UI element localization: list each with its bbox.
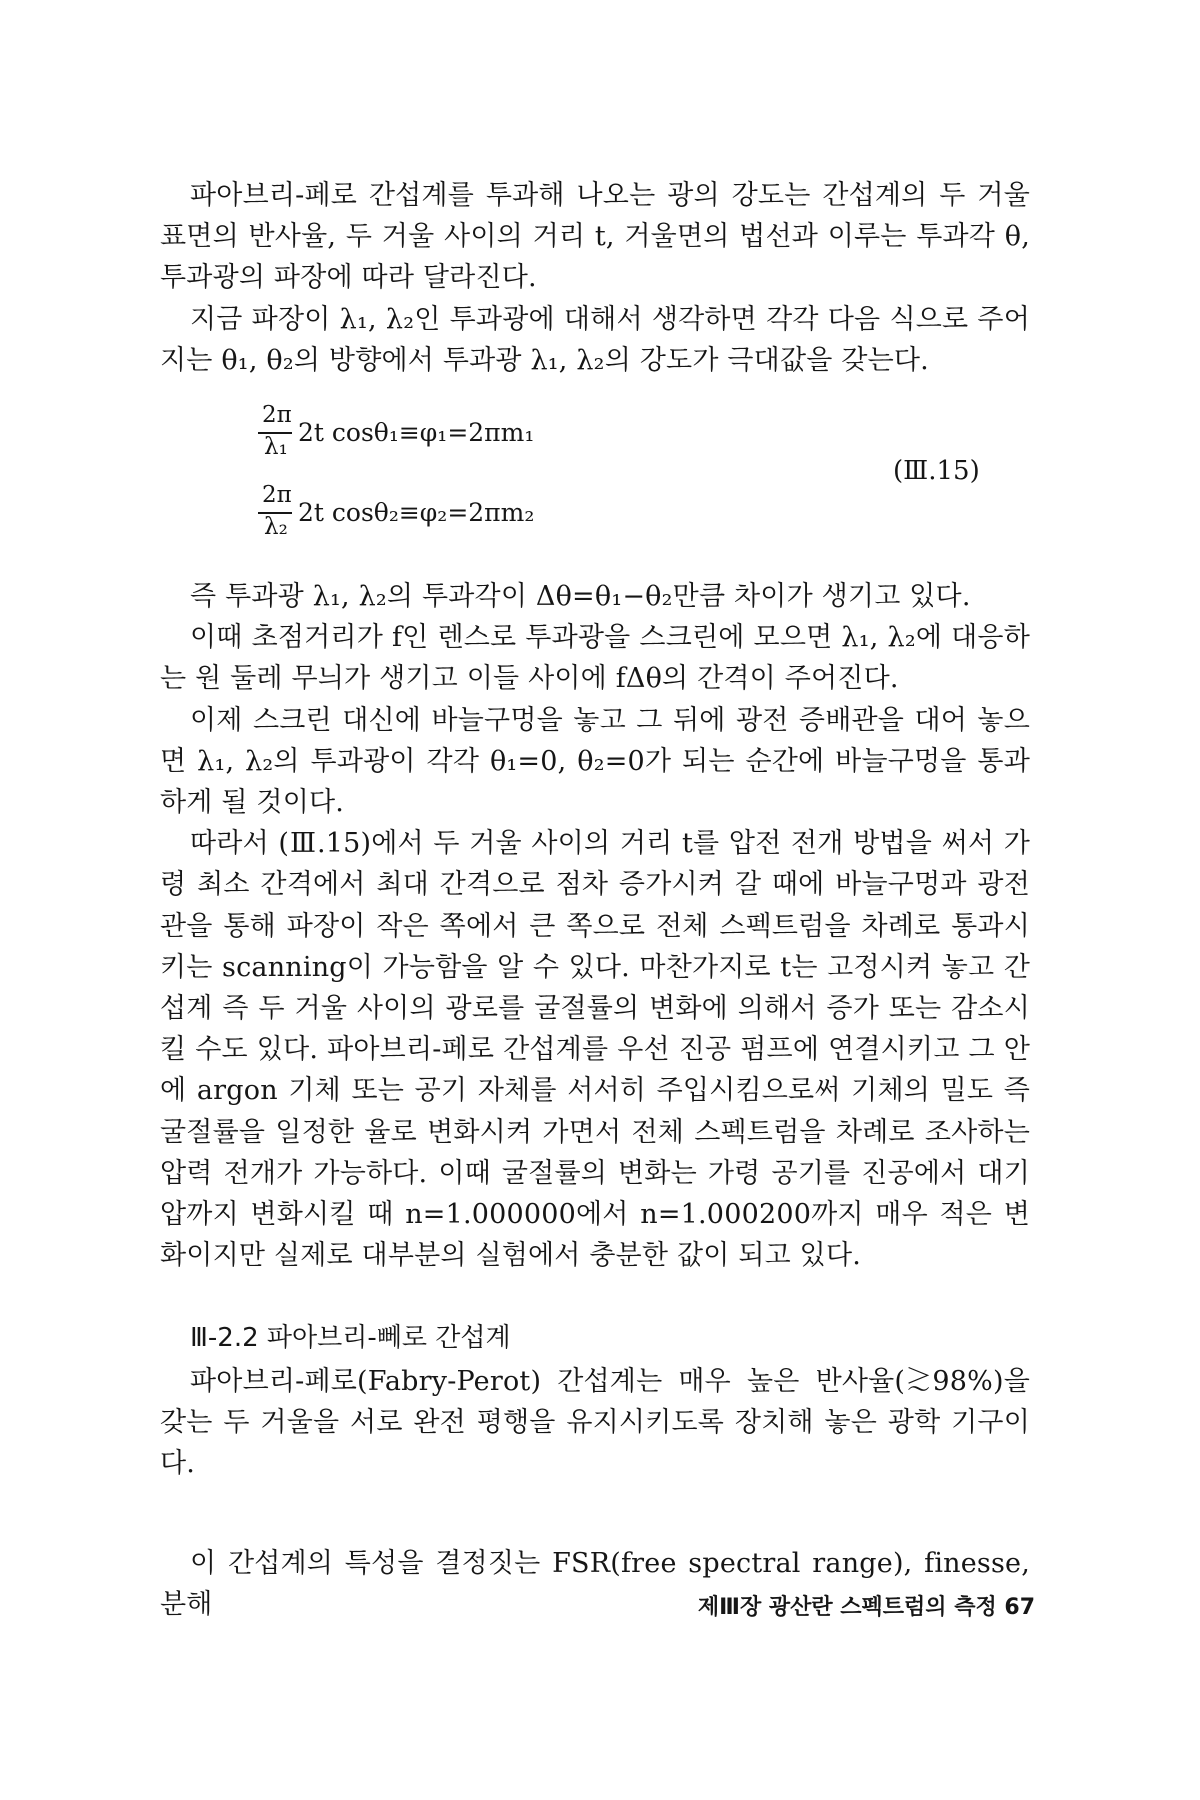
fraction-denominator: λ₂ <box>264 514 288 540</box>
paragraph: 지금 파장이 λ₁, λ₂인 투과광에 대해서 생각하면 각각 다음 식으로 주어지는 θ₁, θ₂의 방향에서 투과광 λ₁, λ₂의 강도가 극대값을 갖는다. <box>160 303 1030 376</box>
fraction-numerator: 2π <box>262 482 292 508</box>
fraction-denominator: λ₁ <box>264 434 288 460</box>
paragraph: 파아브리-페로 간섭계를 투과해 나오는 광의 강도는 간섭계의 두 거울 표면의 반사율, 두 거울 사이의 거리 t, 거울면의 법선과 이루는 투과각 θ, 투과광의 파장에 따라 달라진다. <box>160 180 1030 294</box>
equation-line-1: 2t cosθ₁≡φ₁=2πm₁ <box>298 418 535 447</box>
paragraph: 즉 투과광 λ₁, λ₂의 투과각이 Δθ=θ₁−θ₂만큼 차이가 생기고 있다. <box>190 581 971 612</box>
page-footer: 제Ⅲ장 광산란 스펙트럼의 측정 67 <box>697 1595 1035 1620</box>
equation-line-2: 2t cosθ₂≡φ₂=2πm₂ <box>298 498 535 527</box>
paragraph: 이때 초점거리가 f인 렌스로 투과광을 스크린에 모으면 λ₁, λ₂에 대응하는 원 둘레 무늬가 생기고 이들 사이에 fΔθ의 간격이 주어진다. <box>160 622 1030 695</box>
intro-text <box>160 175 1030 381</box>
equation-number: (Ⅲ.15) <box>893 456 980 486</box>
fraction-numerator: 2π <box>262 402 292 428</box>
paragraph: 이 간섭계의 특성을 결정짓는 FSR(free spectral range), finesse, 분해 <box>160 1548 1030 1621</box>
paragraph: 이제 스크린 대신에 바늘구멍을 놓고 그 뒤에 광전 증배관을 대어 놓으면 λ₁, λ₂의 투과광이 각각 θ₁=0, θ₂=0가 되는 순간에 바늘구멍을 통과하게 될 것이다. <box>160 704 1030 819</box>
body-text <box>160 576 1030 1276</box>
paragraph: 따라서 (Ⅲ.15)에서 두 거울 사이의 거리 t를 압전 전개 방법을 써서 가령 최소 간격에서 최대 간격으로 점차 증가시켜 갈 때에 바늘구멍과 광전관을 통해 파장이 작은 쪽에서 큰 쪽으로 전체 스펙트럼을 차례로 통과시키는 scanning이 가능함을 알 수 있다. 마찬가지로 t는 고정시켜 놓고 간섭계 즉 두 거울 사이의 광로를 굴절률의 변화에 의해서 증가 또는 감소시킬 수도 있다. 파아브리-페로 간섭계를 우선 진공 펌프에 연결시키고 그 안에 argon 기체 또는 공기 자체를 서서히 주입시킴으로써 기체의 밀도 즉 굴절률을 일정한 율로 변화시켜 가면서 전체 스펙트럼을 차례로 조사하는 압력 전개가 가능하다. 이때 굴절률의 변화는 가령 공기를 진공에서 대기압까지 변화시킬 때 n=1.000000에서 n=1.000200까지 매우 적은 변화이지만 실제로 대부분의 실험에서 충분한 값이 되고 있다. <box>160 828 1030 1272</box>
section-heading: Ⅲ-2.2 파아브리-뻬로 간섭계 <box>190 1323 511 1353</box>
section-text <box>160 1361 1030 1485</box>
paragraph: 파아브리-페로(Fabry-Perot) 간섭계는 매우 높은 반사율(≳98%)을 갖는 두 거울을 서로 완전 평행을 유지시키도록 장치해 놓은 광학 기구이다. <box>160 1366 1030 1480</box>
